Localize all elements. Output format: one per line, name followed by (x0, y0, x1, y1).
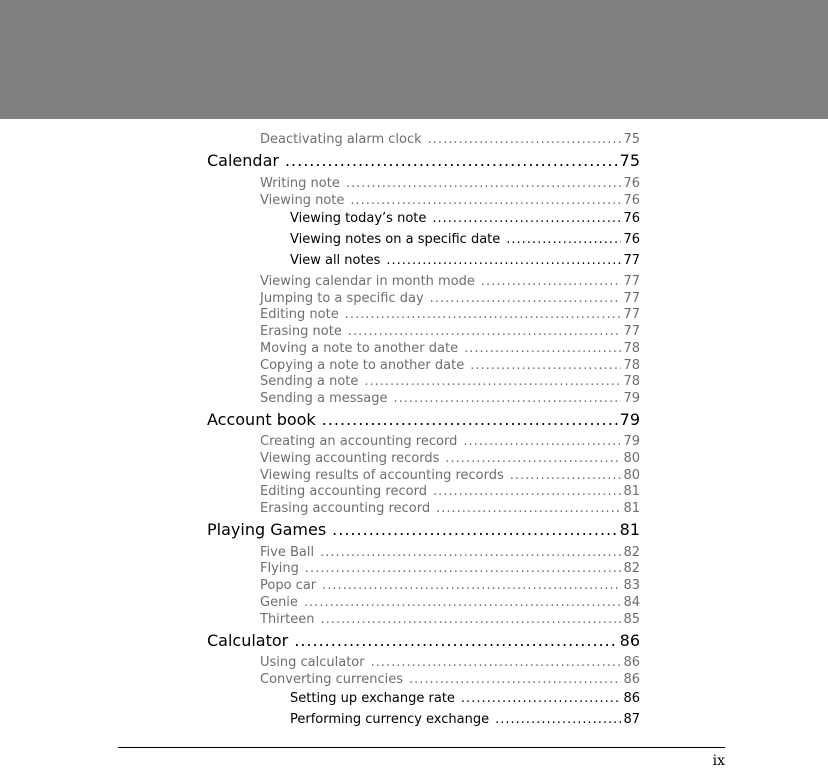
toc-entry-title: Genie (260, 595, 298, 610)
toc-entry-title: Viewing results of accounting records (260, 468, 504, 483)
toc-dot-leader (285, 151, 618, 171)
toc-entry-title: Viewing note (260, 193, 345, 208)
toc-entry[interactable] (260, 374, 640, 390)
toc-entry[interactable] (260, 561, 640, 577)
toc-dot-leader (332, 520, 617, 540)
toc-entry-page: 81 (619, 520, 640, 539)
toc-entry-title: Calendar (207, 151, 279, 170)
toc-entry[interactable] (260, 484, 640, 500)
toc-chapter[interactable] (207, 410, 640, 430)
toc-entry-title: Playing Games (207, 520, 327, 539)
toc-entry[interactable] (260, 672, 640, 688)
toc-entry[interactable] (260, 612, 640, 628)
toc-entry-page: 77 (623, 307, 640, 322)
toc-entry-title: Sending a message (260, 391, 388, 406)
toc-entry-title: Viewing today’s note (290, 211, 427, 226)
toc-entry[interactable] (260, 291, 640, 307)
toc-dot-leader (345, 307, 622, 323)
toc-entry-page: 78 (623, 374, 640, 389)
toc-entry-page: 80 (623, 468, 640, 483)
toc-entry-title: Popo car (260, 578, 317, 593)
toc-entry[interactable] (260, 274, 640, 290)
toc-dot-leader (436, 501, 621, 517)
toc-dot-leader (322, 578, 621, 594)
toc-dot-leader (320, 612, 621, 628)
toc-dot-leader (464, 341, 621, 357)
toc-dot-leader (445, 451, 621, 467)
toc-dot-leader (409, 672, 621, 688)
toc-entry[interactable] (260, 391, 640, 407)
toc-entry-page: 82 (623, 545, 640, 560)
toc-entry-title: Deactivating alarm clock (260, 132, 422, 147)
toc-entry[interactable] (260, 434, 640, 450)
toc-entry-page: 78 (623, 341, 640, 356)
toc-dot-leader (348, 324, 622, 340)
toc-dot-leader (386, 252, 621, 270)
toc-entry-title: Using calculator (260, 655, 365, 670)
toc-dot-leader (304, 595, 622, 611)
toc-entry-title: Writing note (260, 176, 340, 191)
toc-entry-page: 77 (623, 253, 640, 268)
toc-entry-title: View all notes (290, 253, 381, 268)
toc-entry[interactable] (260, 341, 640, 357)
toc-entry-page: 81 (623, 484, 640, 499)
toc-entry[interactable] (260, 545, 640, 561)
toc-entry-title: Copying a note to another date (260, 358, 465, 373)
toc-entry[interactable] (290, 252, 640, 270)
toc-entry-title: Sending a note (260, 374, 359, 389)
toc-dot-leader (364, 374, 621, 390)
toc-entry-title: Moving a note to another date (260, 341, 459, 356)
toc-dot-leader (432, 210, 621, 228)
toc-dot-leader (294, 631, 617, 651)
toc-dot-leader (322, 410, 618, 430)
toc-entry-page: 84 (623, 595, 640, 610)
toc-entry-page: 86 (623, 672, 640, 687)
toc-entry-title: Creating an accounting record (260, 434, 458, 449)
toc-entry-page: 83 (623, 578, 640, 593)
toc-entry-page: 85 (623, 612, 640, 627)
toc-entry-page: 87 (623, 712, 640, 727)
toc-dot-leader (430, 291, 622, 307)
toc-entry[interactable] (290, 231, 640, 249)
toc-entry[interactable] (260, 468, 640, 484)
toc-entry-title: Calculator (207, 631, 289, 650)
footer-rule (118, 747, 725, 748)
toc-dot-leader (428, 132, 622, 148)
toc-entry-title: Viewing calendar in month mode (260, 274, 475, 289)
toc-entry[interactable] (290, 690, 640, 708)
toc-dot-leader (394, 391, 622, 407)
toc-dot-leader (461, 690, 622, 708)
toc-entry-title: Viewing notes on a specific date (290, 232, 501, 247)
toc-entry-page: 86 (623, 691, 640, 706)
toc-dot-leader (371, 655, 622, 671)
toc-entry-page: 80 (623, 451, 640, 466)
toc-entry-title: Setting up exchange rate (290, 691, 455, 706)
toc-entry-page: 77 (623, 324, 640, 339)
toc-entry-page: 79 (623, 434, 640, 449)
toc-entry[interactable] (260, 501, 640, 517)
toc-chapter[interactable] (207, 631, 640, 651)
toc-entry[interactable] (260, 324, 640, 340)
page-number: ix (712, 753, 725, 769)
toc-dot-leader (470, 358, 621, 374)
toc-dot-leader (510, 468, 622, 484)
toc-entry[interactable] (260, 176, 640, 192)
toc-entry[interactable] (260, 132, 640, 148)
toc-entry[interactable] (260, 655, 640, 671)
toc-entry-page: 77 (623, 291, 640, 306)
toc-dot-leader (463, 434, 621, 450)
toc-entry-title: Account book (207, 410, 316, 429)
toc-entry[interactable] (260, 451, 640, 467)
toc-entry-page: 77 (623, 274, 640, 289)
toc-entry-page: 75 (619, 151, 640, 170)
toc-entry-title: Erasing note (260, 324, 342, 339)
toc-entry-page: 82 (623, 561, 640, 576)
toc-dot-leader (495, 711, 621, 729)
toc-entry-title: Performing currency exchange (290, 712, 490, 727)
toc-entry-page: 76 (623, 232, 640, 247)
toc-entry-title: Editing accounting record (260, 484, 427, 499)
toc-entry-page: 86 (619, 631, 640, 650)
toc-entry-title: Thirteen (260, 612, 315, 627)
toc-entry[interactable] (260, 595, 640, 611)
toc-entry[interactable] (290, 210, 640, 228)
toc-entry-title: Editing note (260, 307, 339, 322)
toc-entry-page: 78 (623, 358, 640, 373)
toc-entry-page: 76 (623, 193, 640, 208)
toc-chapter[interactable] (207, 520, 640, 540)
toc-entry-page: 79 (619, 410, 640, 429)
toc-chapter[interactable] (207, 151, 640, 171)
toc-entry-page: 79 (623, 391, 640, 406)
toc-entry-page: 76 (623, 176, 640, 191)
toc-entry[interactable] (260, 578, 640, 594)
toc-entry-title: Converting currencies (260, 672, 403, 687)
toc-entry-page: 86 (623, 655, 640, 670)
toc-entry-page: 81 (623, 501, 640, 516)
toc-entry-title: Five Ball (260, 545, 315, 560)
toc-entry[interactable] (260, 307, 640, 323)
toc-entry-title: Viewing accounting records (260, 451, 440, 466)
toc-dot-leader (305, 561, 622, 577)
toc-dot-leader (433, 484, 621, 500)
toc-dot-leader (320, 545, 621, 561)
toc-entry-title: Erasing accounting record (260, 501, 431, 516)
toc-dot-leader (481, 274, 622, 290)
toc-entry-page: 75 (623, 132, 640, 147)
toc-entry-page: 76 (623, 211, 640, 226)
toc-dot-leader (506, 231, 621, 249)
toc-entry-title: Flying (260, 561, 299, 576)
toc-dot-leader (350, 193, 621, 209)
toc-dot-leader (346, 176, 622, 192)
toc-entry[interactable] (290, 711, 640, 729)
toc-entry[interactable] (260, 193, 640, 209)
toc-entry-title: Jumping to a specific day (260, 291, 424, 306)
toc-entry[interactable] (260, 358, 640, 374)
